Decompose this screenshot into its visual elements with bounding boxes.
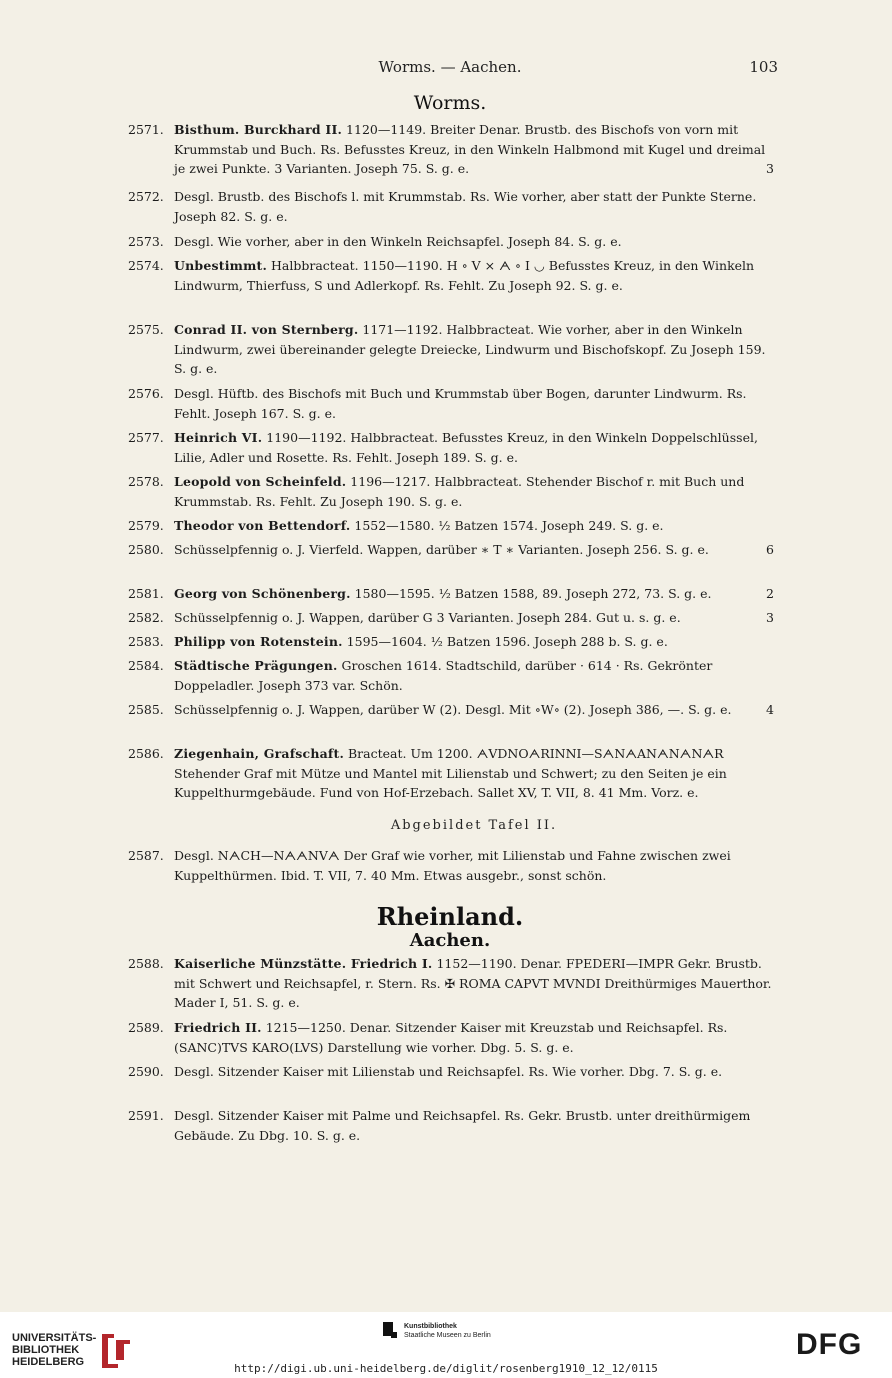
catalog-entry (0, 584, 892, 604)
catalog-entry (0, 744, 892, 803)
entry-text: Schüsselpfennig o. J. Vierfeld. Wappen, darüber ∗ T ∗ Varianten. Joseph 256. S. g. e. (174, 542, 709, 557)
entry-heading: Unbestimmt. (174, 258, 268, 273)
ub-line: BIBLIOTHEK (12, 1344, 80, 1356)
catalog-entry (0, 700, 892, 720)
catalog-entry (0, 472, 892, 511)
entry-text: 1595—1604. ½ Batzen 1596. Joseph 288 b. S. g. e. (342, 634, 668, 649)
entry-number: 2580. (128, 542, 164, 557)
catalog-entry (0, 540, 892, 560)
entry-heading: Heinrich VI. (174, 430, 263, 445)
running-header (120, 58, 780, 80)
entry-text: 1120—1149. Breiter Denar. Brustb. des Bischofs von vorn mit Krummstab und Buch. Rs. Befusstes Kreuz, in den Winkeln Halbmond mit Kugel und dreimal je zwei Punkte. 3 Varianten. Joseph 75. S. g. e. (174, 122, 766, 176)
running-title: Worms. — Aachen. (378, 58, 522, 76)
catalog-entry (0, 256, 892, 295)
entry-number: 2589. (128, 1020, 164, 1035)
entry-number: 2585. (128, 702, 164, 717)
entry-text: Schüsselpfennig o. J. Wappen, darüber G 3 Varianten. Joseph 284. Gut u. s. g. e. (174, 610, 681, 625)
source-url[interactable]: http://digi.ub.uni-heidelberg.de/diglit/rosenberg1910_12_12/0115 (234, 1362, 658, 1375)
ub-line: HEIDELBERG (12, 1356, 85, 1368)
entry-number: 2588. (128, 956, 164, 971)
page-number: 103 (749, 58, 778, 76)
catalog-entry (0, 120, 892, 179)
kunstbibliothek-icon (382, 1320, 398, 1340)
catalog-entry (0, 320, 892, 379)
catalog-entry (0, 954, 892, 1013)
entry-text: Desgl. NᗅCH—NᗅᗅNVᗅ Der Graf wie vorher, mit Lilienstab und Fahne zwischen zwei Kuppelthürmen. Ibid. T. VII, 7. 40 Mm. Etwas ausgebr., sonst schön. (174, 848, 731, 883)
entry-number: 2586. (128, 746, 164, 761)
entry-number: 2573. (128, 234, 164, 249)
entry-text: 1580—1595. ½ Batzen 1588, 89. Joseph 272, 73. S. g. e. (350, 586, 712, 601)
entry-heading: Leopold von Scheinfeld. (174, 474, 347, 489)
entry-heading: Georg von Schönenberg. (174, 586, 351, 601)
entry-number: 2587. (128, 848, 164, 863)
entry-number: 2572. (128, 189, 164, 204)
entry-text: 1552—1580. ½ Batzen 1574. Joseph 249. S. g. e. (350, 518, 664, 533)
entry-number: 2581. (128, 586, 164, 601)
entry-number: 2577. (128, 430, 164, 445)
entry-text: Desgl. Sitzender Kaiser mit Lilienstab und Reichsapfel. Rs. Wie vorher. Dbg. 7. S. g. e. (174, 1064, 723, 1079)
viewer-footer (0, 1312, 892, 1378)
kb-title: Kunstbibliothek (404, 1323, 457, 1330)
entry-heading: Philipp von Rotenstein. (174, 634, 343, 649)
entry-text: Desgl. Wie vorher, aber in den Winkeln Reichsapfel. Joseph 84. S. g. e. (174, 234, 622, 249)
catalog-entry (0, 1018, 892, 1057)
catalog-entry (0, 1062, 892, 1082)
entry-price: 6 (766, 542, 774, 557)
kb-subtitle: Staatliche Museen zu Berlin (404, 1332, 491, 1339)
kunstbibliothek-logo[interactable] (382, 1320, 532, 1350)
entry-heading: Ziegenhain, Grafschaft. (174, 746, 345, 761)
entry-text: Desgl. Sitzender Kaiser mit Palme und Reichsapfel. Rs. Gekr. Brustb. unter dreithürmigem Gebäude. Zu Dbg. 10. S. g. e. (174, 1108, 751, 1143)
entry-text: Bracteat. Um 1200. ᗅVDNOᗅRINNI—SᗅNᗅANᗅNᗅNᗅR Stehender Graf mit Mütze und Mantel mit Lilienstab und Schwert; zu den Seiten je ein Kuppelthurmgebäude. Fund von Hof-Erzebach. Sallet XV, T. VII, 8. 41 Mm. Vorz. e. (174, 746, 727, 800)
section-heading-worms: Worms. (413, 92, 487, 114)
catalog-entry (0, 516, 892, 536)
entry-number: 2579. (128, 518, 164, 533)
entry-price: 3 (766, 161, 774, 176)
entry-heading: Bisthum. Burckhard II. (174, 122, 343, 137)
plate-caption: Abgebildet Tafel II. (390, 818, 558, 833)
ub-line: UNIVERSITÄTS- (12, 1332, 97, 1344)
entry-number: 2590. (128, 1064, 164, 1079)
entry-text: Halbbracteat. 1150—1190. H ∘ V × ᗅ ∘ I ◡ Befusstes Kreuz, in den Winkeln Lindwurm, Thierfuss, S und Adlerkopf. Rs. Fehlt. Zu Joseph 92. S. g. e. (174, 258, 755, 293)
catalog-entry (0, 232, 892, 252)
catalog-entry (0, 428, 892, 467)
entry-price: 2 (766, 586, 774, 601)
entry-heading: Friedrich II. (174, 1020, 262, 1035)
entry-text: 1190—1192. Halbbracteat. Befusstes Kreuz, in den Winkeln Doppelschlüssel, Lilie, Adler und Rosette. Rs. Fehlt. Joseph 189. S. g. e. (174, 430, 758, 465)
entry-number: 2575. (128, 322, 164, 337)
entry-price: 3 (766, 610, 774, 625)
catalog-entry (0, 656, 892, 695)
entry-text: Desgl. Brustb. des Bischofs l. mit Krummstab. Rs. Wie vorher, aber statt der Punkte Sterne. Joseph 82. S. g. e. (174, 189, 757, 224)
entry-heading: Kaiserliche Münzstätte. Friedrich I. (174, 956, 433, 971)
catalog-entry (0, 1106, 892, 1145)
entry-number: 2584. (128, 658, 164, 673)
entry-text: Desgl. Hüftb. des Bischofs mit Buch und Krummstab über Bogen, darunter Lindwurm. Rs. Fehlt. Joseph 167. S. g. e. (174, 386, 747, 421)
catalog-entry (0, 187, 892, 226)
catalog-entry (0, 846, 892, 885)
entry-heading: Städtische Prägungen. (174, 658, 338, 673)
entry-text: 1171—1192. Halbbracteat. Wie vorher, aber in den Winkeln Lindwurm, zwei übereinander gelegte Dreiecke, Lindwurm und Bischofskopf. Zu Joseph 159. S. g. e. (174, 322, 766, 376)
entry-heading: Conrad II. von Sternberg. (174, 322, 359, 337)
entry-text: Groschen 1614. Stadtschild, darüber · 614 · Rs. Gekrönter Doppeladler. Joseph 373 var. Schön. (174, 658, 713, 693)
entry-text: Schüsselpfennig o. J. Wappen, darüber W (2). Desgl. Mit ∘W∘ (2). Joseph 386, —. S. g. e. (174, 702, 732, 717)
catalog-entry (0, 632, 892, 652)
entry-number: 2576. (128, 386, 164, 401)
entry-text: 1215—1250. Denar. Sitzender Kaiser mit Kreuzstab und Reichsapfel. Rs. (SANC)TVS KARO(LVS) Darstellung wie vorher. Dbg. 5. S. g. e. (174, 1020, 728, 1055)
entry-number: 2571. (128, 122, 164, 137)
section-heading-aachen: Aachen. (409, 930, 491, 951)
entry-number: 2591. (128, 1108, 164, 1123)
entry-text: 1152—1190. Denar. FPEDERI—IMPR Gekr. Brustb. mit Schwert und Reichsapfel, r. Stern. Rs. ✠ ROMA CAPVT MVNDI Dreithürmiges Mauerthor. Mader I, 51. S. g. e. (174, 956, 772, 1010)
entry-number: 2582. (128, 610, 164, 625)
entry-text: 1196—1217. Halbbracteat. Stehender Bischof r. mit Buch und Krummstab. Rs. Fehlt. Zu Joseph 190. S. g. e. (174, 474, 745, 509)
entry-number: 2574. (128, 258, 164, 273)
catalog-entry (0, 608, 892, 628)
entry-number: 2578. (128, 474, 164, 489)
entry-heading: Theodor von Bettendorf. (174, 518, 351, 533)
section-heading-rheinland: Rheinland. (376, 902, 524, 931)
entry-number: 2583. (128, 634, 164, 649)
dfg-logo[interactable]: DFG (796, 1328, 863, 1361)
entry-price: 4 (766, 702, 774, 717)
catalog-entry (0, 384, 892, 423)
